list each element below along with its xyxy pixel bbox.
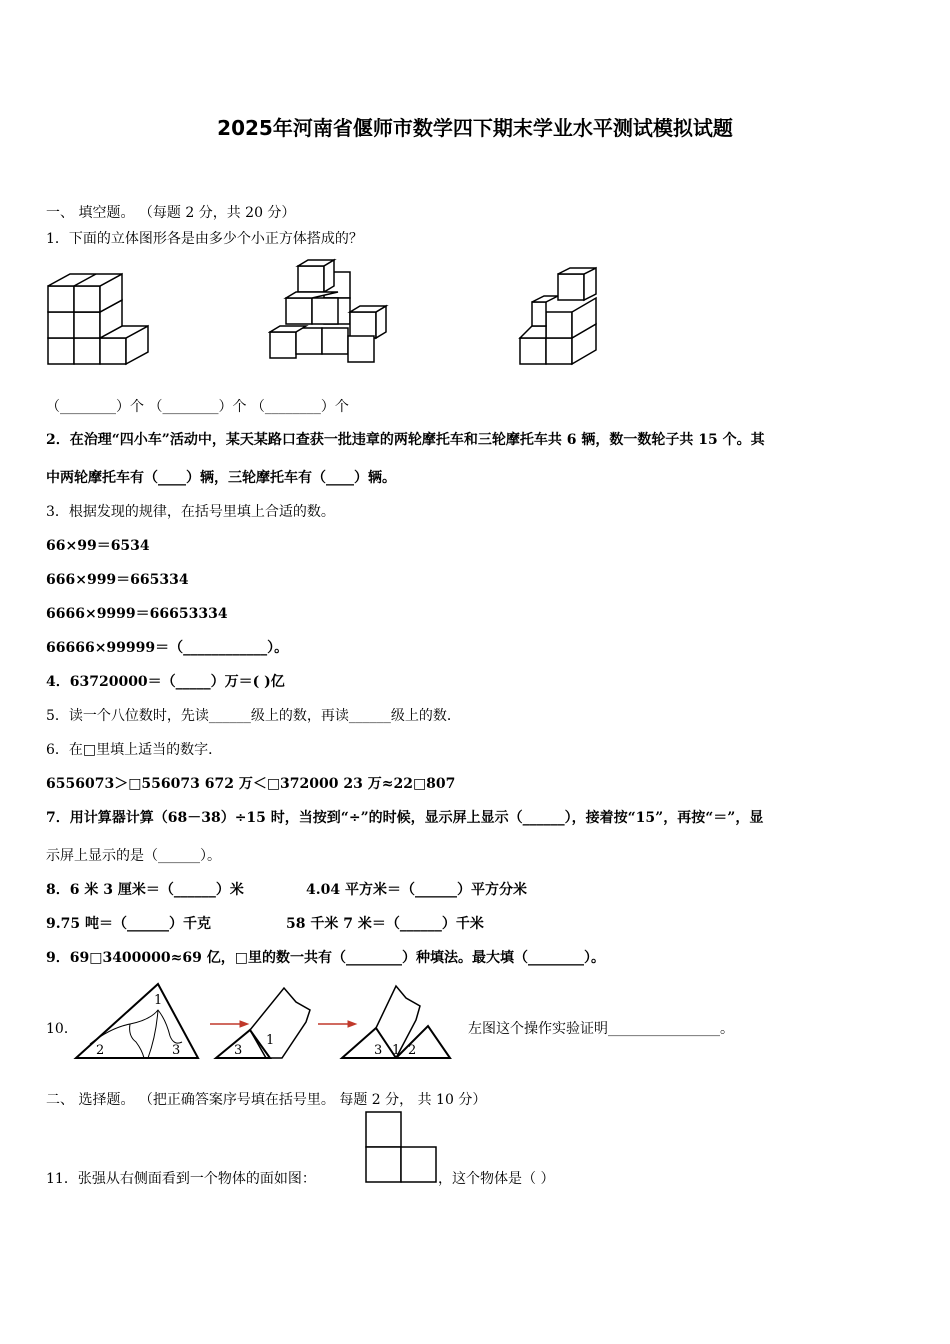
cube-figure-3 bbox=[518, 266, 602, 370]
question-3-equation-2: 666×999＝665334 bbox=[46, 572, 189, 588]
question-3-equation-4: 66666×99999＝（____________）。 bbox=[46, 640, 289, 656]
angle-label-2c: 2 bbox=[408, 1043, 417, 1058]
angle-label-1b: 1 bbox=[266, 1033, 275, 1048]
question-2-line-2: 中两轮摩托车有（____）辆，三轮摩托车有（____）辆。 bbox=[46, 470, 396, 486]
question-7-line-2: 示屏上显示的是（______）。 bbox=[46, 848, 221, 864]
question-4: 4．63720000＝（_____）万＝( )亿 bbox=[46, 674, 285, 690]
question-8-part-c: 9.75 吨＝（______）千克 bbox=[46, 916, 211, 932]
question-5: 5．读一个八位数时，先读______级上的数，再读______级上的数． bbox=[46, 708, 461, 724]
angle-label-3c: 3 bbox=[374, 1043, 383, 1058]
question-3: 3．根据发现的规律，在括号里填上合适的数。 bbox=[46, 504, 335, 520]
cube-figure-1 bbox=[46, 266, 156, 370]
angle-label-2: 2 bbox=[96, 1043, 105, 1058]
question-2-line-1: 2．在治理“四小车”活动中，某天某路口查获一批违章的两轮摩托车和三轮摩托车共 6 辆，数一数轮子共 15 个。其 bbox=[46, 432, 765, 448]
side-view-figure bbox=[364, 1110, 440, 1184]
question-1-blanks: （________）个 （________）个 （________）个 bbox=[46, 399, 349, 415]
question-6: 6．在□里填上适当的数字． bbox=[46, 742, 223, 758]
question-3-equation-3: 6666×9999＝66653334 bbox=[46, 606, 228, 622]
question-6-items: 6556073＞□556073 672 万＜□372000 23 万≈22□807 bbox=[46, 776, 456, 792]
question-8-part-d: 58 千米 7 米＝（______）千米 bbox=[286, 916, 484, 932]
section-2-heading: 二、 选择题。 （把正确答案序号填在括号里。 每题 2 分， 共 10 分） bbox=[46, 1092, 487, 1108]
question-3-equation-1: 66×99＝6534 bbox=[46, 538, 150, 554]
question-1: 1．下面的立体图形各是由多少个小正方体搭成的？ bbox=[46, 231, 363, 247]
question-10-number: 10． bbox=[46, 1021, 78, 1037]
angle-label-3b: 3 bbox=[234, 1043, 243, 1058]
cube-figure-2 bbox=[268, 258, 390, 370]
question-7-line-1: 7．用计算器计算（68－38）÷15 时，当按到“÷”的时候，显示屏上显示（______），接着按“15”，再按“＝”，显 bbox=[46, 810, 764, 826]
question-9: 9．69□3400000≈69 亿，□里的数一共有（________）种填法。最大填（________）。 bbox=[46, 950, 605, 966]
angle-label-1: 1 bbox=[154, 993, 163, 1008]
angle-label-3: 3 bbox=[172, 1043, 181, 1058]
question-8-part-b: 4.04 平方米＝（______）平方分米 bbox=[306, 882, 527, 898]
page-title: 2025年河南省偃师市数学四下期末学业水平测试模拟试题 bbox=[217, 116, 733, 140]
triangle-experiment-figure bbox=[70, 980, 460, 1064]
section-1-heading: 一、 填空题。 （每题 2 分，共 20 分） bbox=[46, 205, 296, 221]
angle-label-1c: 1 bbox=[392, 1043, 401, 1058]
question-11-text-a: 11．张强从右侧面看到一个物体的面如图： bbox=[46, 1171, 316, 1187]
question-8-part-a: 8．6 米 3 厘米＝（______）米 bbox=[46, 882, 244, 898]
question-11-text-b: ，这个物体是（ ） bbox=[438, 1171, 555, 1187]
question-10-text: 左图这个操作实验证明________________。 bbox=[468, 1021, 734, 1037]
